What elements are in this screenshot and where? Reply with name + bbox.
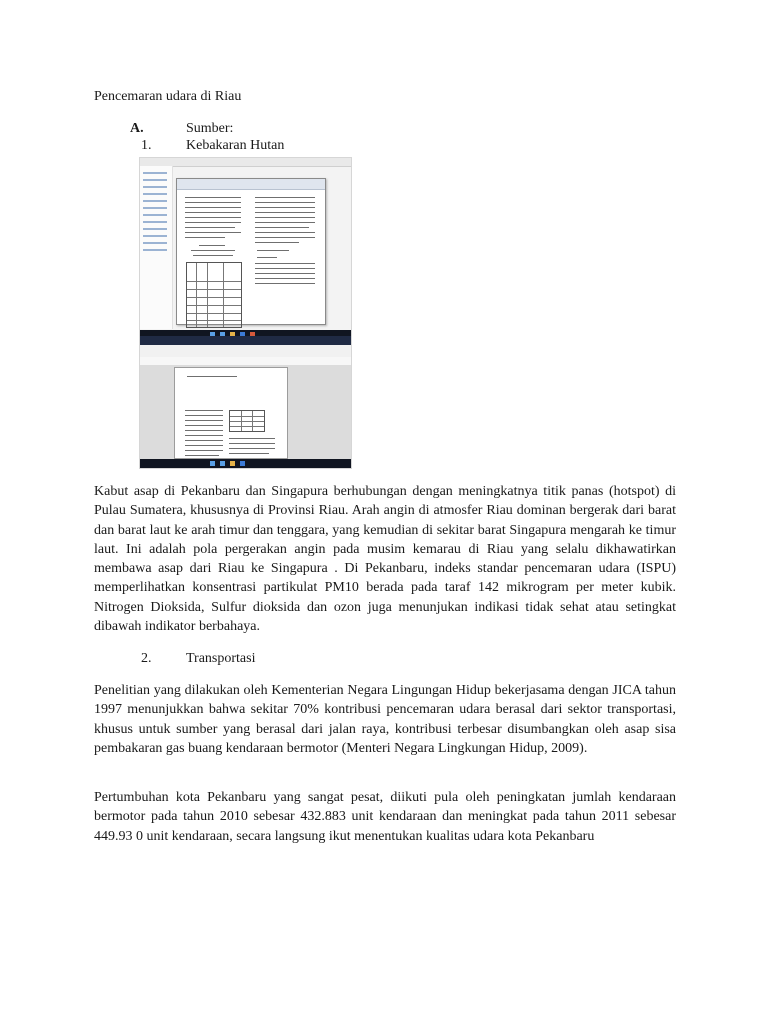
paragraph-pekanbaru-growth: Pertumbuhan kota Pekanbaru yang sangat pesat, diikuti pula oleh peningkatan jumlah kendaraan bermotor pada tahun 2010 sebesar 432.883 unit kendaraan dan meningkat pada tahun 2011 sebesar 449.93 0 unit kendaraan, secara langsung ikut menentukan kualitas udara kota Pekanbaru: [94, 790, 676, 844]
word-table-thumbnail: [229, 410, 265, 432]
paragraph-transport-research: Penelitian yang dilakukan oleh Kementerian Negara Lingungan Hidup bekerjasama dengan JICA tahun 1997 menunjukkan bahwa sekitar 70% kontribusi pencemaran udara berasal dari sektor transportasi, khusus untuk sumber yang berasal dari jalan raya, kontribusi terbesar disumbangkan oleh asap sisa pembakaran gas buang kendaraan bermotor (Menteri Negara Lingkungan Hidup, 2009).: [94, 683, 676, 756]
section-a-marker: A.: [130, 121, 144, 136]
explorer-nav-pane: [140, 166, 173, 329]
list-item-1-label: Kebakaran Hutan: [186, 138, 285, 153]
list-item-2-marker: 2.: [141, 651, 152, 666]
embedded-screenshot-word: [139, 336, 352, 469]
list-item-1-marker: 1.: [141, 138, 152, 153]
pdf-viewer-window: [176, 178, 326, 325]
section-a-label: Sumber:: [186, 121, 234, 136]
list-item-2-heading: [141, 650, 441, 668]
viewer-toolbar: [177, 179, 325, 190]
list-item-2-label: Transportasi: [186, 651, 256, 666]
embedded-screenshot-explorer: [139, 157, 352, 340]
section-a-heading: [130, 120, 430, 138]
word-page: [174, 367, 288, 459]
data-table-thumbnail: [186, 262, 242, 328]
list-item-1-heading: [141, 137, 441, 155]
paragraph-forest-fire: Kabut asap di Pekanbaru dan Singapura berhubungan dengan meningkatnya titik panas (hotspot) di Pulau Sumatera, khususnya di Provinsi Riau. Arah angin di atmosfer Riau dominan bergerak dari barat dan barat laut ke arah timur dan tenggara, yang kemudian di sekitar barat Singapura mengarah ke timur laut. Ini adalah pola pergerakan angin pada musim kemarau di Riau yang selalu dikhawatirkan membawa asap dari Riau ke Singapura . Di Pekanbaru, indeks standar pencemaran udara (ISPU) memperlihatkan konsentrasi partikulat PM10 berada pada taraf 142 mikrogram per meter kubik. Nitrogen Dioksida, Sulfur dioksida dan ozon juga menunjukan indikasi tidak sehat atau setingkat dibawah indikator berbahaya.: [94, 484, 676, 635]
document-title: Pencemaran udara di Riau: [94, 89, 242, 104]
windows-taskbar-2: [140, 459, 351, 468]
